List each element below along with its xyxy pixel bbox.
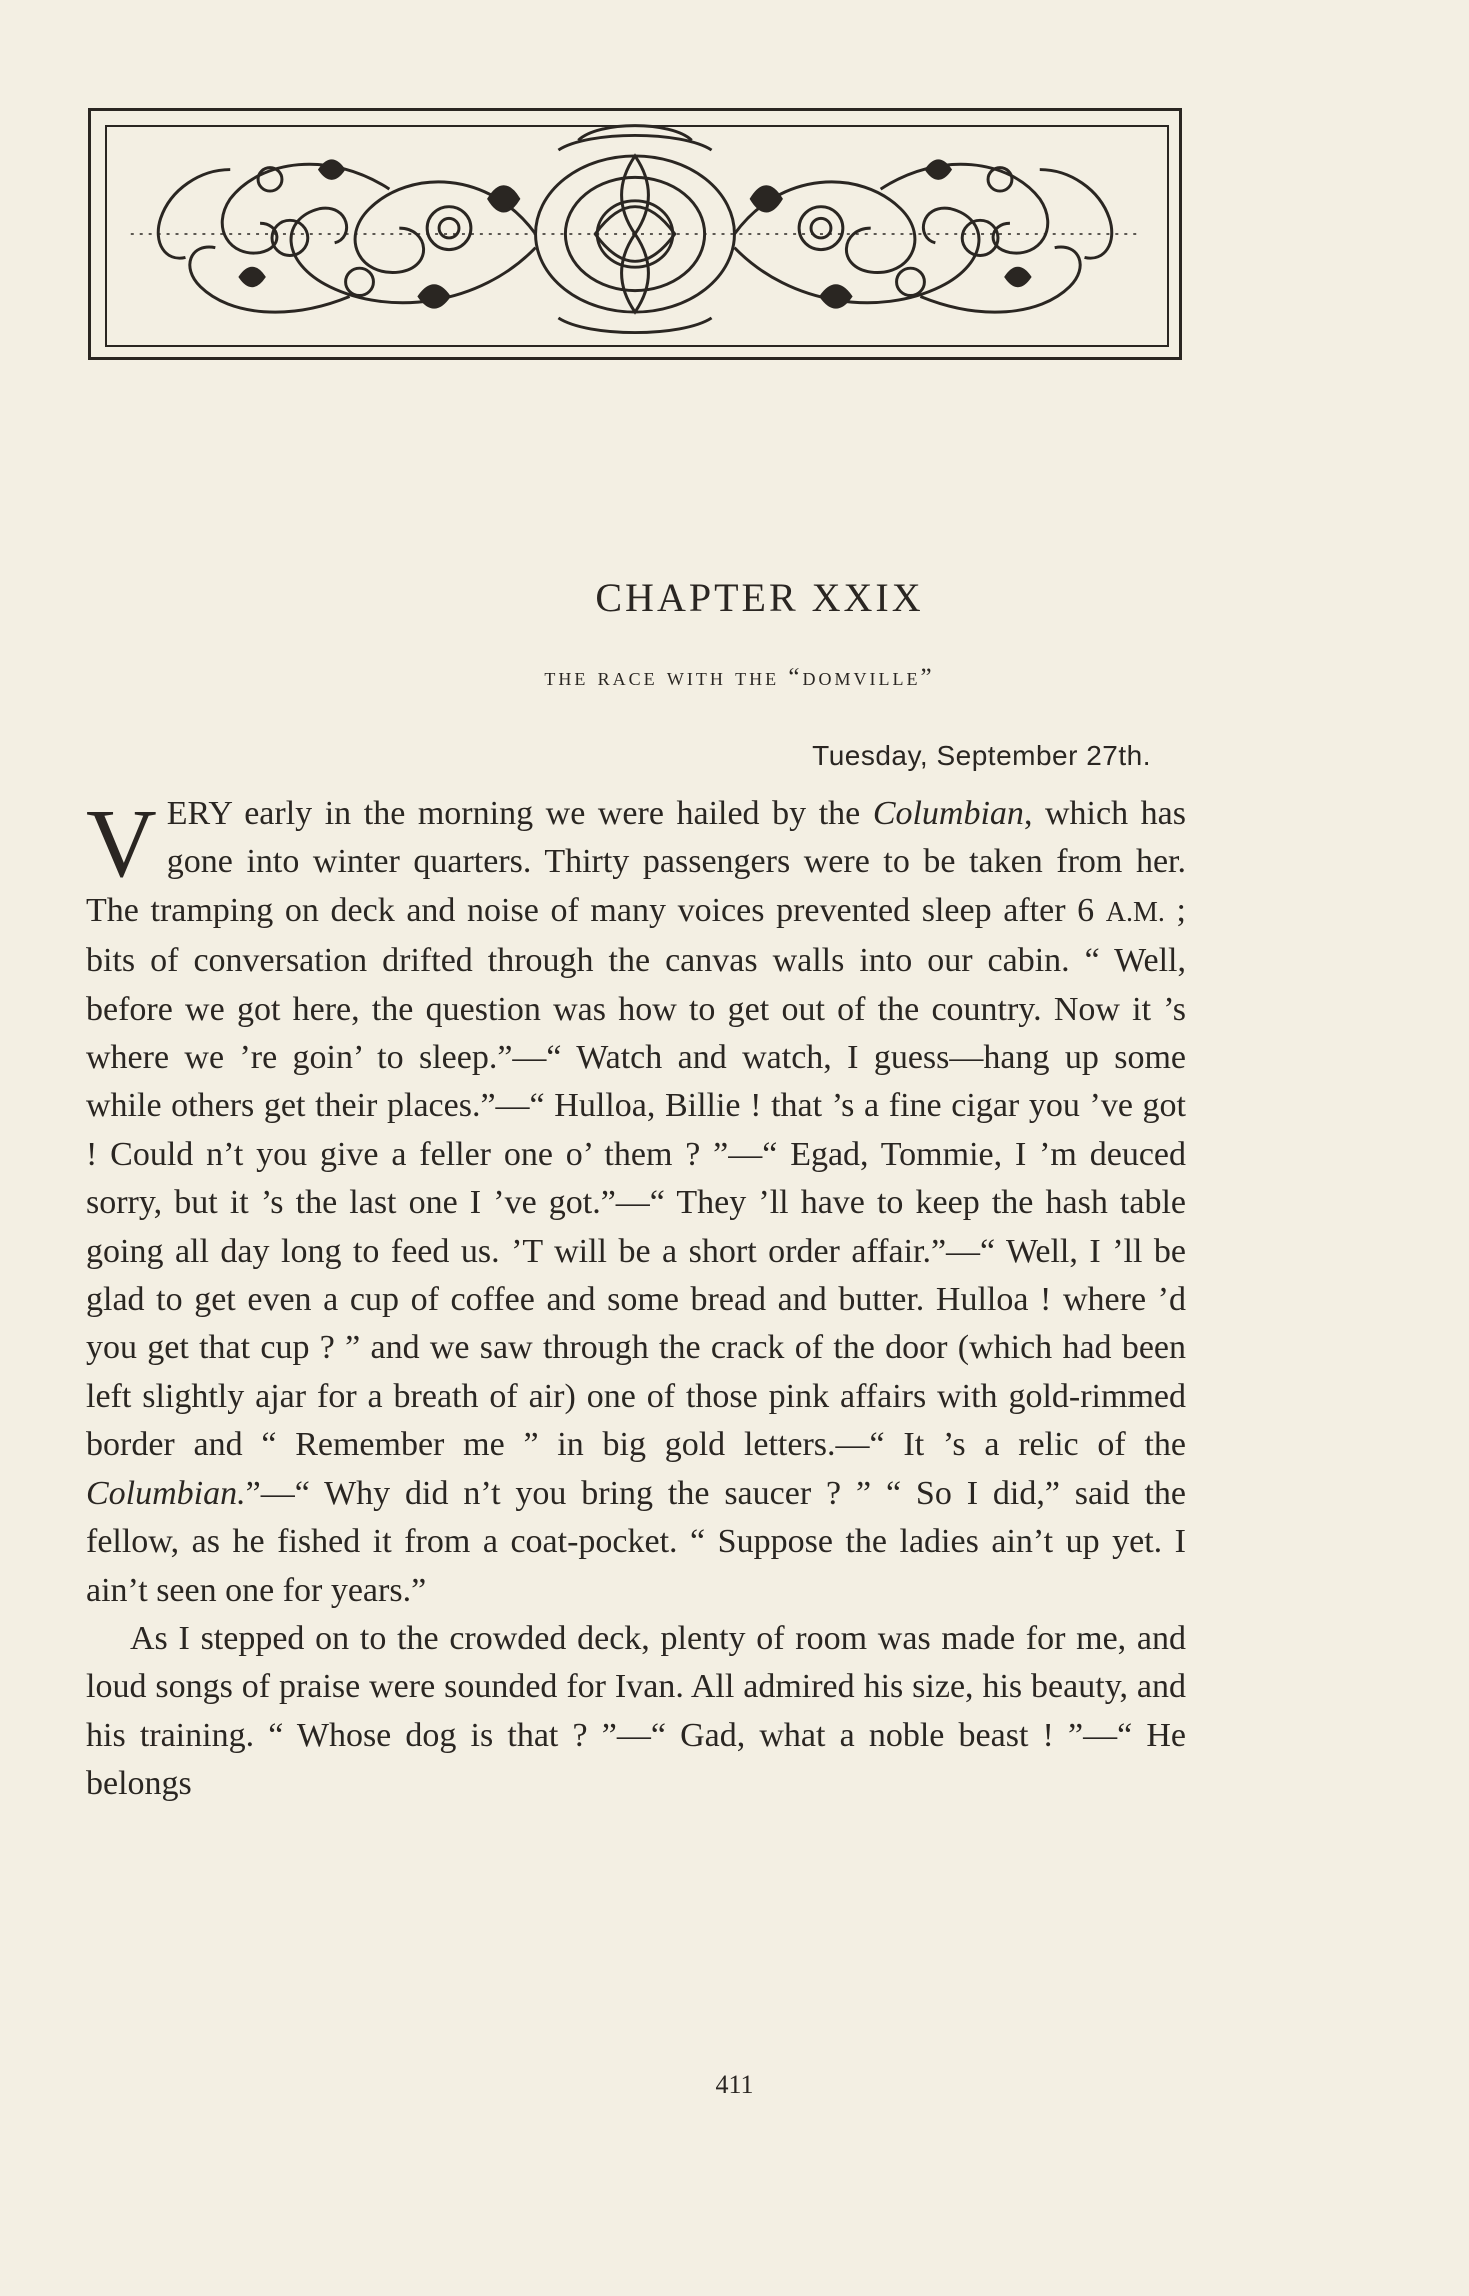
floral-scroll-ornament-icon (91, 111, 1179, 357)
chapter-subtitle: the race with the “domville” (544, 664, 935, 691)
paragraph-1 (86, 790, 1186, 1615)
body-text (86, 790, 1186, 1809)
time-abbrev: A.M. (1105, 896, 1165, 928)
text-segment: ; bits of conversation drifted through the canvas walls into our cabin. “ Well, before we got here, the question was how to get out of the country. Now it ’s where we ’re goin’ to sleep.”—“ Watch and watch, I guess—hang up some while others get their places.”—“ Hulloa, Billie ! that ’s a fine cigar you ’ve got ! Could n’t you give a feller one o’ them ? ”—“ Egad, Tommie, I ’m deuced sorry, but it ’s the last one I ’ve got.”—“ They ’ll have to keep the hash table going all day long to feed us. ’T will be a short order affair.”—“ Well, I ’ll be glad to get even a cup of coffee and some bread and butter. Hulloa ! where ’d you get that cup ? ” and we saw through the crack of the door (which had been left slightly ajar for a breath of air) one of those pink affairs with gold-rimmed border and “ Remember me ” in big gold letters.—“ It ’s a relic of the (86, 891, 1187, 1464)
text-segment: ”—“ Why did n’t you bring the saucer ? ” “ So I did,” said the fellow, as he fished it from a coat-pocket. “ Suppose the ladies ain’t up yet. I ain’t seen one for years.” (86, 1474, 1186, 1609)
paragraph-2: As I stepped on to the crowded deck, plenty of room was made for me, and loud songs of praise were sounded for Ivan. All admired his size, his beauty, and his training. “ Whose dog is that ? ”—“ Gad, what a noble beast ! ”—“ He belongs (86, 1619, 1186, 1803)
ship-name: Columbian. (86, 1474, 246, 1512)
dateline: Tuesday, September 27th. (812, 740, 1151, 771)
text-segment: ERY early in the morning we were hailed by the (166, 795, 873, 832)
page-number: 411 (715, 2070, 754, 2099)
chapter-headpiece-frame (88, 108, 1182, 360)
drop-cap: V (86, 790, 157, 898)
chapter-heading: CHAPTER XXIX (595, 575, 924, 620)
ship-name: Columbian (872, 795, 1024, 832)
text-segment: , which has gone into winter quarters. Thirty passengers were to be taken from her. The tramping on deck and noise of many voices prevented sleep after 6 (86, 795, 1186, 929)
